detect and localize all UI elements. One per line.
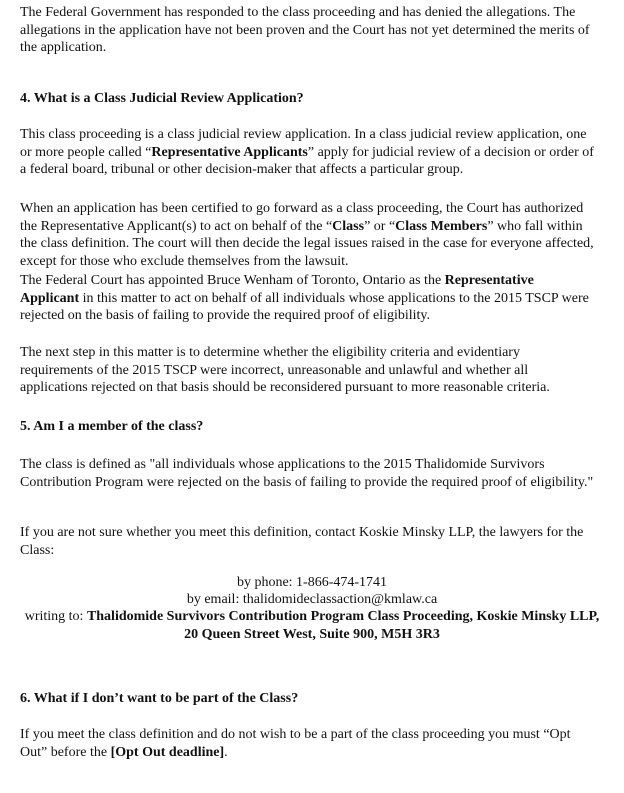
representative-applicants-term: Representative Applicants [151,144,308,160]
section-4-heading: 4. What is a Class Judicial Review Application? [20,91,304,106]
section-4-paragraph-3: The Federal Court has appointed Bruce Wenham of Toronto, Ontario as the Representative Applicant in this matter to act on behalf of all individuals whose applications to the 2015 TSCP were rejected on the basis of failing to provide the required proof of eligibility. [20,273,589,323]
section-4-paragraph-1: This class proceeding is a class judicial review application. In a class judicial review application, one or more people called “Representative Applicants” apply for judicial review of a decision or order of a federal board, tribunal or other decision-maker that affects a particular group. [20,127,594,177]
contact-mailing-address: writing to: Thalidomide Survivors Contribution Program Class Proceeding, Koskie Minsky LLP, 20 Queen Street West, Suite 900, M5H 3R3 [24,609,600,642]
opt-out-deadline: [Opt Out deadline] [110,744,225,760]
contact-email: by email: thalidomideclassaction@kmlaw.ca [186,592,438,607]
intro-paragraph: The Federal Government has responded to the class proceeding and has denied the allegations. The allegations in the application have not been proven and the Court has not yet determined the merits of the application. [20,5,590,55]
section-5-paragraph-2: If you are not sure whether you meet this definition, contact Koskie Minsky LLP, the lawyers for the Class: [20,525,584,558]
contact-phone: by phone: 1-866-474-1741 [236,575,388,590]
class-members-term: Class Members [395,218,488,234]
section-6-paragraph-1: If you meet the class definition and do not wish to be a part of the class proceeding you must “Opt Out” before the [Opt Out deadline]. [20,727,571,760]
section-5-paragraph-1: The class is defined as "all individuals whose applications to the 2015 Thalidomide Survivors Contribution Program were rejected on the basis of failing to provide the required proof of eligibility." [20,457,594,490]
mailing-address: Thalidomide Survivors Contribution Program Class Proceeding, Koskie Minsky LLP, 20 Queen Street West, Suite 900, M5H 3R3 [86,609,600,642]
class-term: Class [332,218,365,234]
section-4-paragraph-2: When an application has been certified to go forward as a class proceeding, the Court has authorized the Representative Applicant(s) to act on behalf of the “Class” or “Class Members” who fall within the class definition. The court will then decide the legal issues raised in the case for everyone affected, except for those who exclude themselves from the lawsuit. [20,201,594,269]
section-5-heading: 5. Am I a member of the class? [20,419,204,434]
representative-applicant-term: Representative Applicant [20,273,534,306]
section-4-paragraph-4: The next step in this matter is to determine whether the eligibility criteria and evidentiary requirements of the 2015 TSCP were incorrect, unreasonable and unlawful and whether all applications rejected on that basis should be reconsidered pursuant to more reasonable criteria. [20,345,550,395]
email-address: thalidomideclassaction@kmlaw.ca [242,592,438,607]
section-6-heading: 6. What if I don’t want to be part of the Class? [20,691,299,706]
